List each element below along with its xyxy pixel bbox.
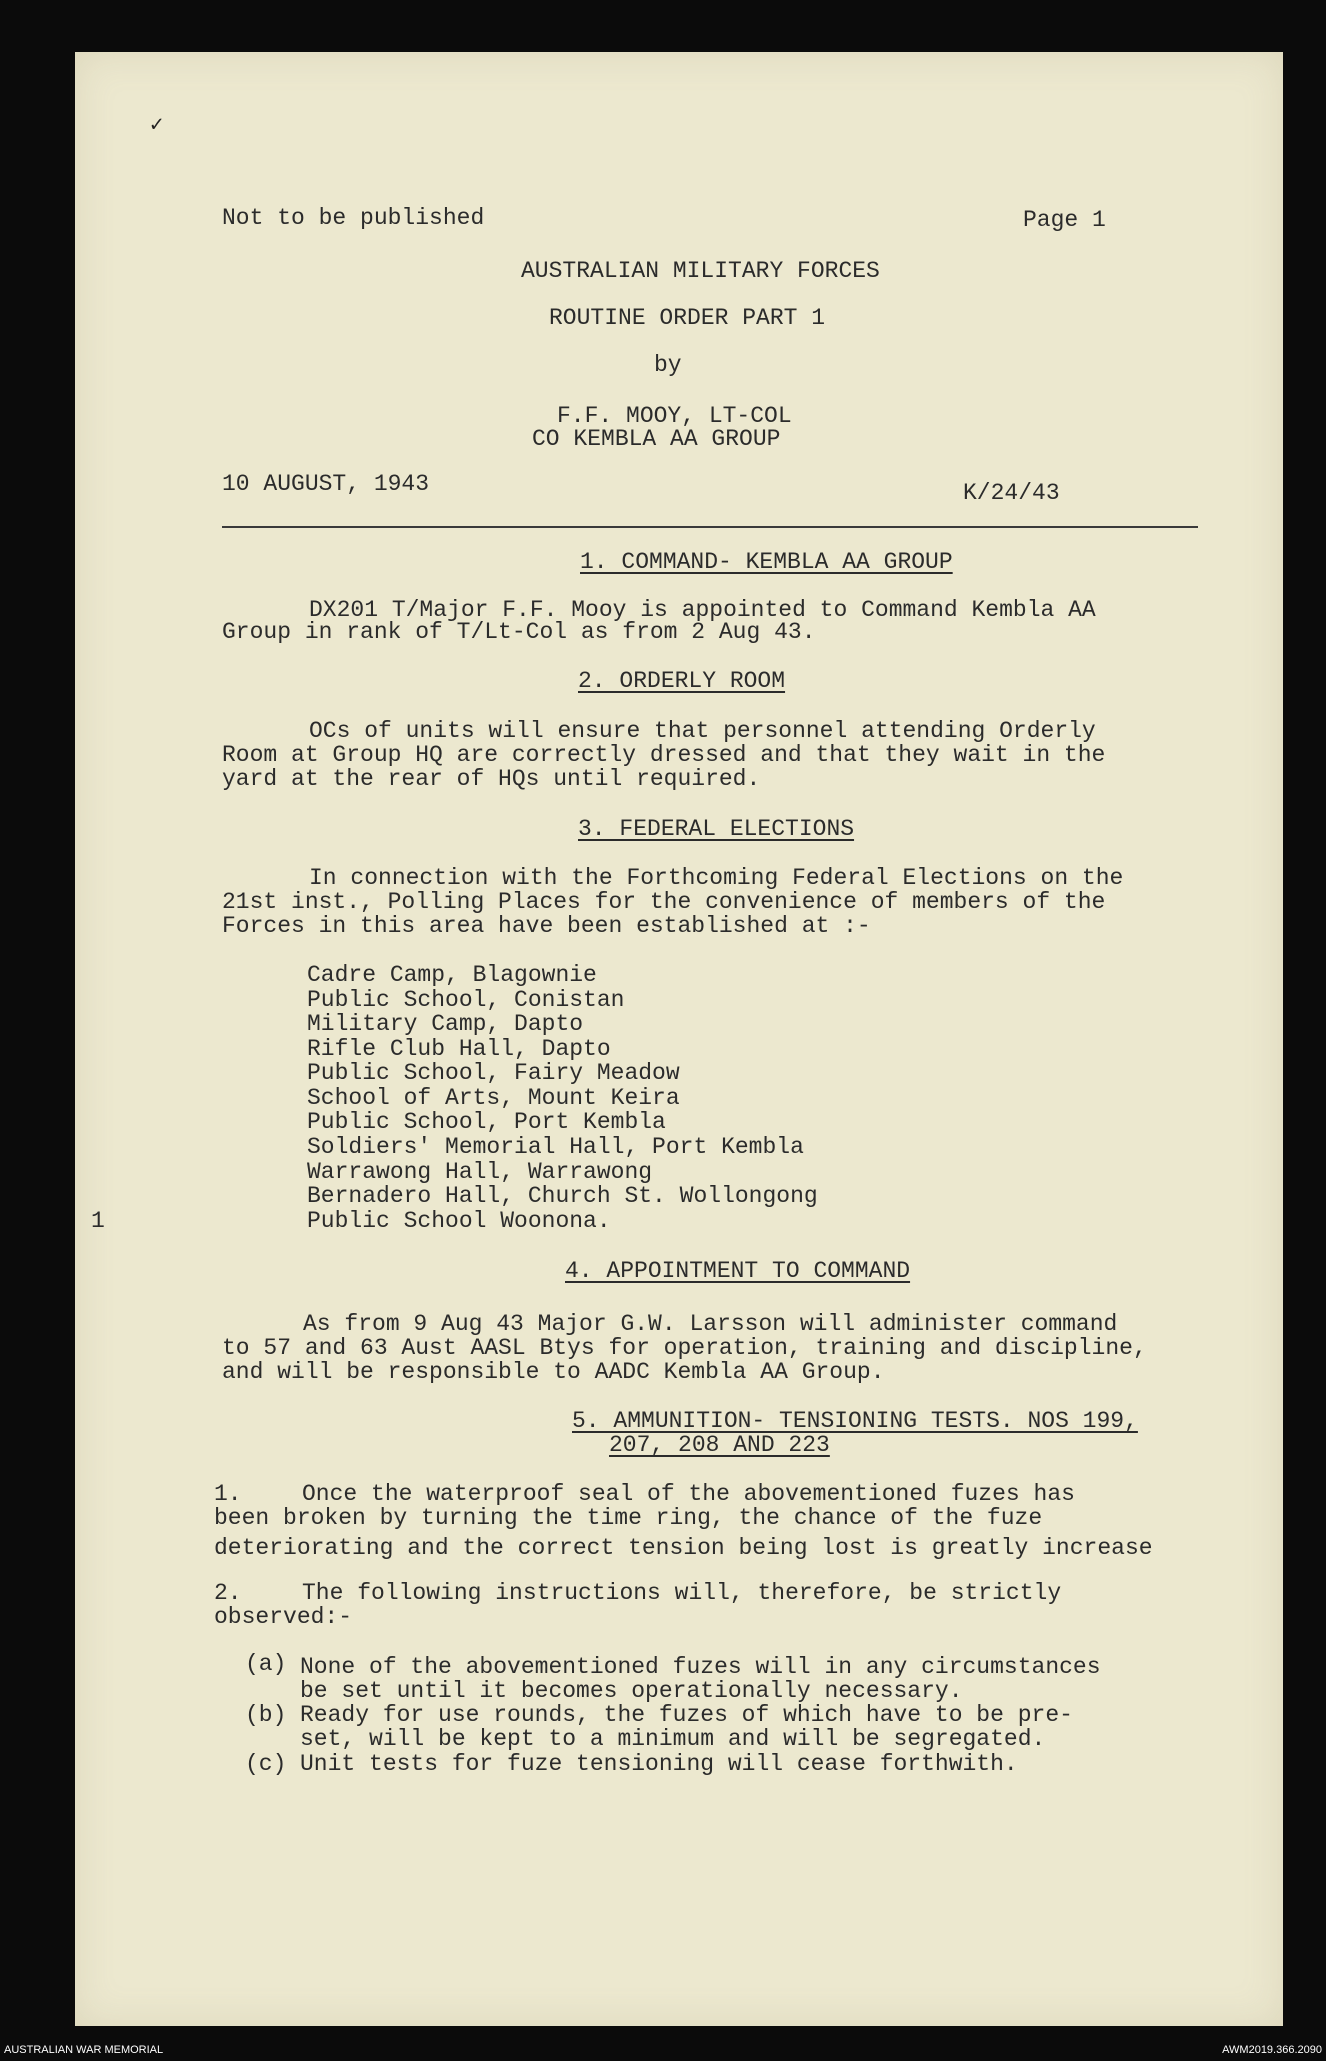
title-by: by: [654, 352, 682, 378]
item-a-label: (a): [245, 1651, 287, 1677]
list-item: Rifle Club Hall, Dapto: [307, 1036, 611, 1062]
command-unit: CO KEMBLA AA GROUP: [532, 426, 781, 452]
list-item: Cadre Camp, Blagownie: [307, 962, 597, 988]
section-3-line-1: In connection with the Forthcoming Federal Elections on the: [309, 865, 1124, 891]
publication-note: Not to be published: [222, 205, 485, 231]
paragraph-2-line-1: The following instructions will, therefore, be strictly: [302, 1580, 1062, 1606]
section-3-line-2: 21st inst., Polling Places for the convenience of members of the: [222, 889, 1106, 915]
section-4-heading: 4. APPOINTMENT TO COMMAND: [565, 1258, 911, 1284]
section-1-heading: 1. COMMAND- KEMBLA AA GROUP: [580, 549, 953, 575]
page-number: Page 1: [1023, 207, 1106, 233]
margin-number: 1: [91, 1208, 105, 1234]
commander-name: F.F. MOOY, LT-COL: [557, 403, 792, 429]
item-b-line-1: Ready for use rounds, the fuzes of which have to be pre-: [300, 1702, 1073, 1728]
item-c-line-1: Unit tests for fuze tensioning will cease forthwith.: [300, 1751, 1018, 1777]
list-item: Bernadero Hall, Church St. Wollongong: [307, 1183, 818, 1209]
section-2-line-3: yard at the rear of HQs until required.: [222, 766, 761, 792]
paragraph-2-number: 2.: [214, 1580, 242, 1606]
list-item: Public School, Conistan: [307, 987, 625, 1013]
list-item: Soldiers' Memorial Hall, Port Kembla: [307, 1134, 804, 1160]
archive-accession-number: AWM2019.366.2090: [1222, 2044, 1322, 2056]
list-item: Military Camp, Dapto: [307, 1011, 584, 1037]
order-reference: K/24/43: [963, 480, 1060, 506]
section-2-line-1: OCs of units will ensure that personnel attending Orderly: [309, 718, 1096, 744]
item-b-label: (b): [245, 1702, 287, 1728]
title-line-2: ROUTINE ORDER PART 1: [549, 305, 826, 331]
section-1-line-1: DX201 T/Major F.F. Mooy is appointed to Command Kembla AA: [309, 597, 1096, 623]
section-2-line-2: Room at Group HQ are correctly dressed and that they wait in the: [222, 742, 1106, 768]
item-c-label: (c): [245, 1751, 287, 1777]
list-item: School of Arts, Mount Keira: [307, 1085, 680, 1111]
list-item: Public School Woonona.: [307, 1208, 611, 1234]
list-item: Public School, Fairy Meadow: [307, 1060, 680, 1086]
paragraph-2-line-2: observed:-: [214, 1604, 353, 1630]
section-5-heading-line-2: 207, 208 AND 223: [609, 1432, 830, 1458]
list-item: Public School, Port Kembla: [307, 1109, 666, 1135]
paragraph-1-line-3: deteriorating and the correct tension being lost is greatly increase: [214, 1535, 1153, 1561]
item-b-line-2: set, will be kept to a minimum and will be segregated.: [300, 1726, 1046, 1752]
section-3-line-3: Forces in this area have been established at :-: [222, 913, 871, 939]
header-rule: [222, 526, 1198, 528]
item-a-line-1: None of the abovementioned fuzes will in any circumstances: [300, 1654, 1101, 1680]
paragraph-1-line-2: been broken by turning the time ring, the chance of the fuze: [214, 1505, 1043, 1531]
section-4-line-3: and will be responsible to AADC Kembla AA Group.: [222, 1359, 885, 1385]
order-date: 10 AUGUST, 1943: [222, 471, 430, 497]
section-3-heading: 3. FEDERAL ELECTIONS: [578, 816, 855, 842]
pencil-tick-mark: ✓: [150, 113, 164, 138]
section-5-heading-line-1: 5. AMMUNITION- TENSIONING TESTS. NOS 199,: [572, 1408, 1138, 1434]
paragraph-1-line-1: Once the waterproof seal of the abovementioned fuzes has: [302, 1481, 1075, 1507]
section-4-line-1: As from 9 Aug 43 Major G.W. Larsson will administer command: [303, 1311, 1118, 1337]
section-1-line-2: Group in rank of T/Lt-Col as from 2 Aug 43.: [222, 619, 816, 645]
list-item: Warrawong Hall, Warrawong: [307, 1159, 653, 1185]
section-4-line-2: to 57 and 63 Aust AASL Btys for operation, training and discipline,: [222, 1335, 1147, 1361]
paragraph-1-number: 1.: [214, 1481, 242, 1507]
title-line-1: AUSTRALIAN MILITARY FORCES: [521, 258, 880, 284]
archive-credit: AUSTRALIAN WAR MEMORIAL: [4, 2044, 164, 2056]
item-a-line-2: be set until it becomes operationally necessary.: [300, 1678, 963, 1704]
section-2-heading: 2. ORDERLY ROOM: [578, 668, 786, 694]
